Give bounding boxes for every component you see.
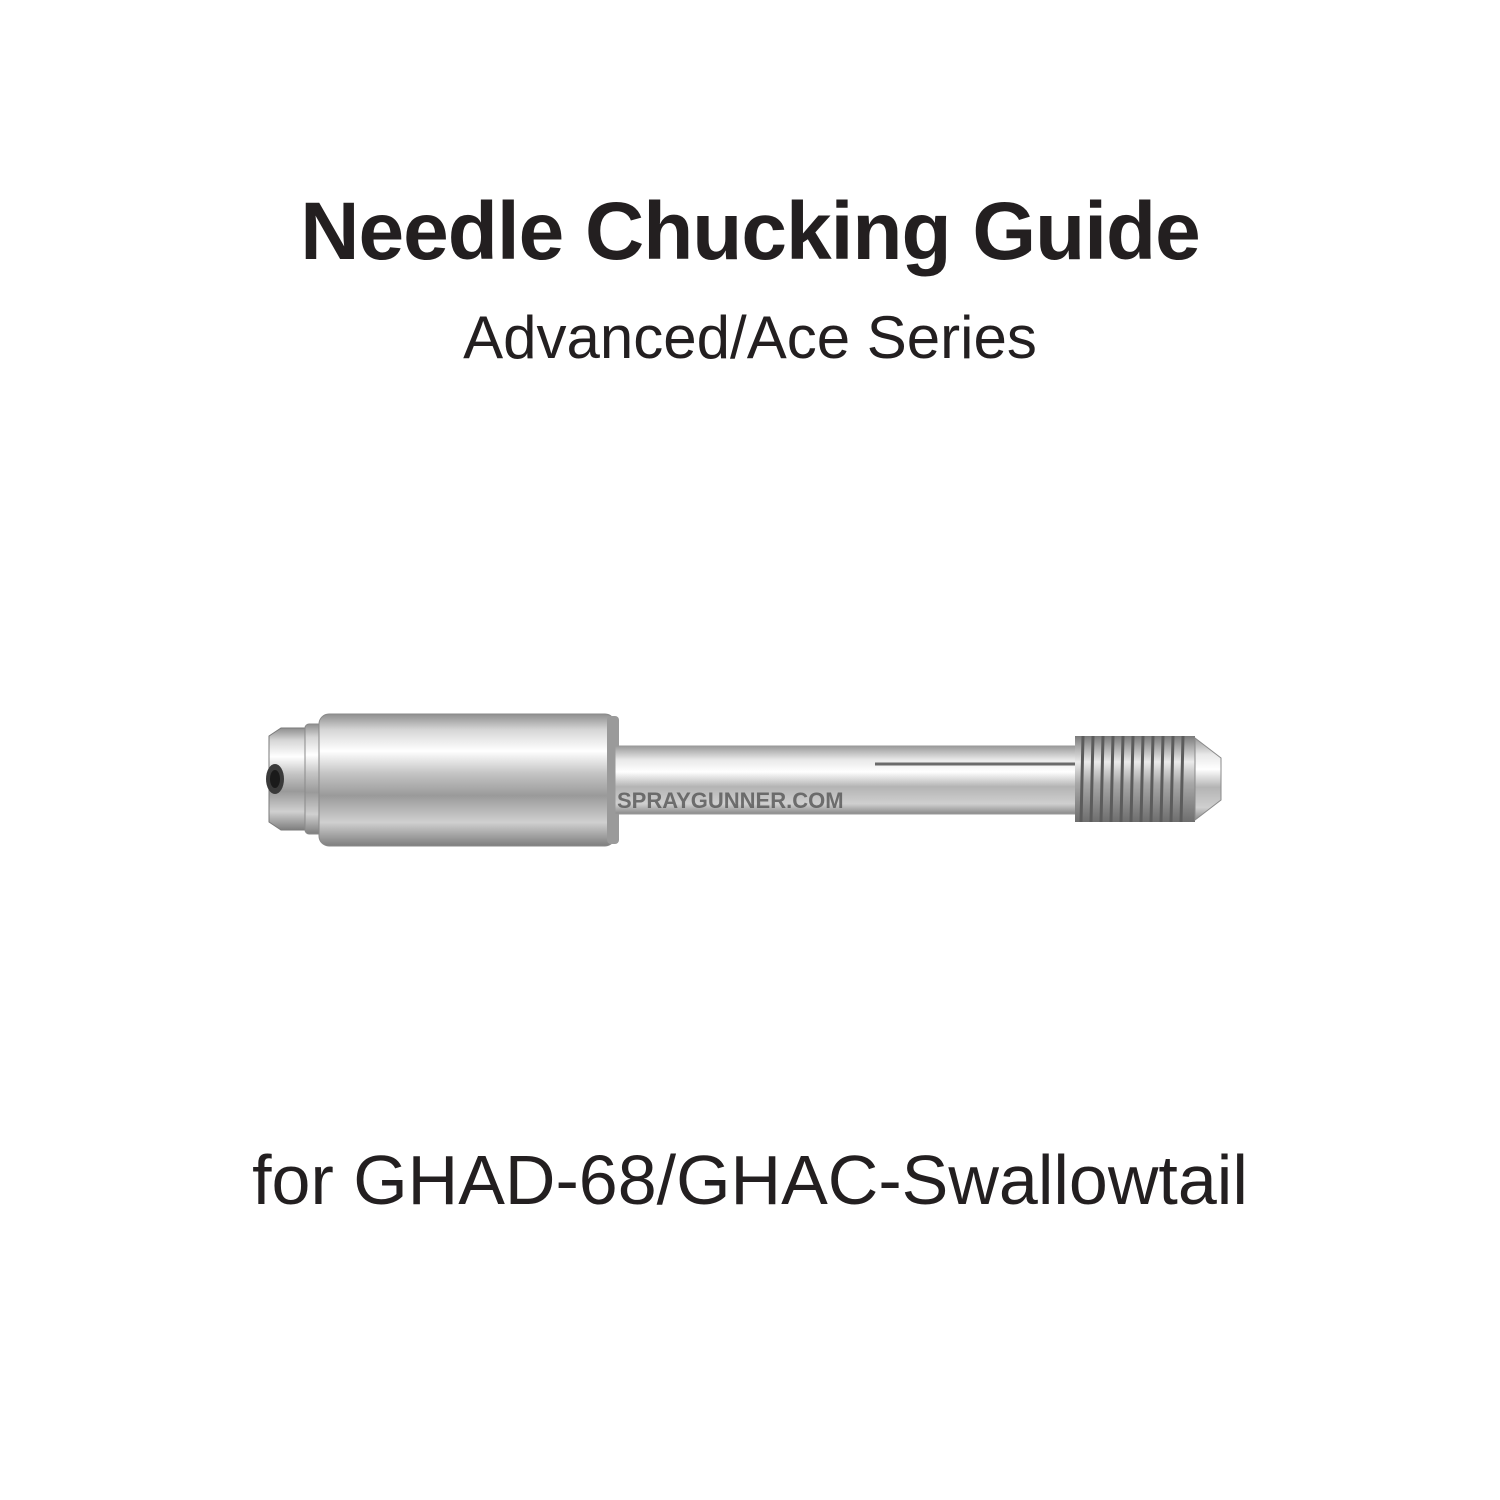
watermark-text: SPRAYGUNNER.COM — [617, 788, 844, 813]
product-title: Needle Chucking Guide — [300, 186, 1200, 277]
product-subtitle: Advanced/Ace Series — [463, 304, 1037, 371]
needle-chucking-guide-image — [255, 700, 1225, 860]
hex-cap — [266, 728, 307, 830]
compatibility-note: for GHAD-68/GHAC-Swallowtail — [252, 1141, 1248, 1219]
